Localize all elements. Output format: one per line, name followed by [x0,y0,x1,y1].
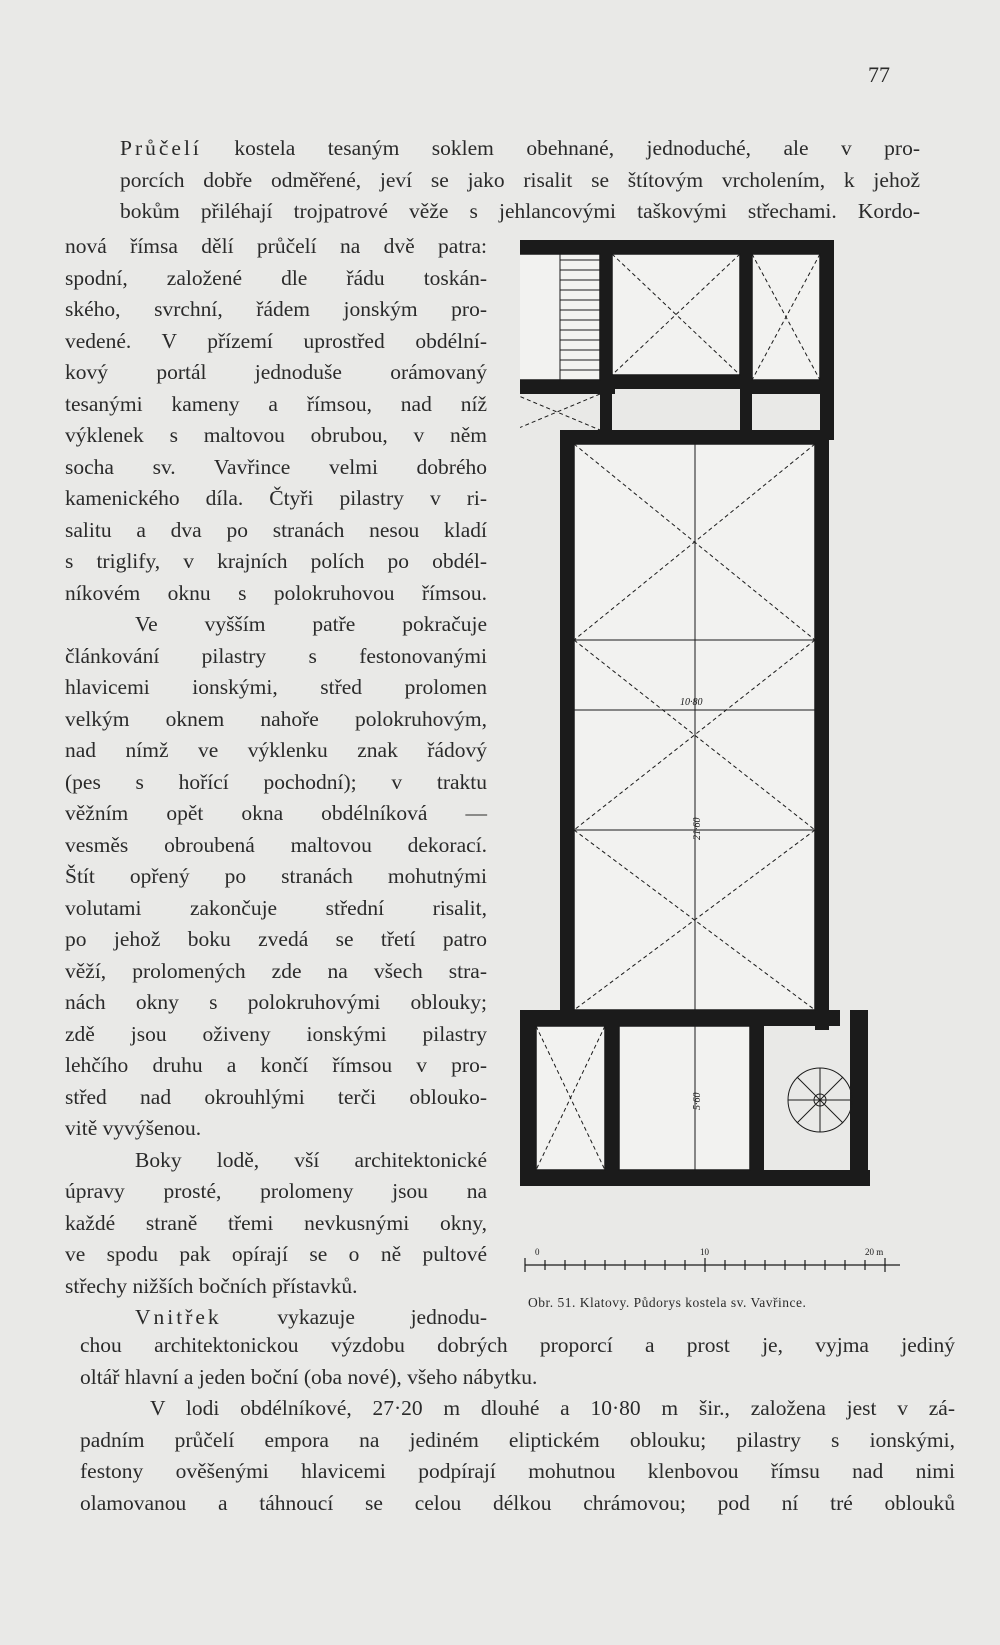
line-text: kostela tesaným soklem obehnané, jednoduché, ale v pro- [201,136,920,160]
scale-label-20: 20 m [865,1247,884,1257]
text-line [80,1393,955,1425]
text-line [65,861,487,893]
scale-label-10: 10 [700,1247,709,1257]
line-text: Boky lodě, vší architektonické [135,1147,487,1172]
line-text: úpravy prosté, prolomeny jsou na [65,1179,487,1203]
line-text: V lodi obdélníkové, 27·20 m dlouhé a 10·80 m šir., založena jest v zá- [150,1396,955,1420]
text-line [65,798,487,830]
text-line [65,263,487,295]
text-line [65,357,487,389]
line-text: oltář hlavní a jeden boční (oba nové), všeho nábytku. [80,1364,538,1389]
figure-caption: Obr. 51. Klatovy. Půdorys kostela sv. Vavřince. [528,1295,807,1310]
text-line [65,326,487,358]
text-line [65,609,487,641]
line-text: kový portál jednoduše orámovaný [65,360,487,384]
text-line [65,1176,487,1208]
line-text: vesměs obroubená maltovou dekorací. [65,832,487,857]
text-line [65,735,487,767]
text-line [65,515,487,547]
line-text: olamovanou a táhnoucí se celou délkou chrámovou; pod ní tré oblouků [80,1490,955,1515]
line-text: nách okny s polokruhovými oblouky; [65,990,487,1014]
text-line [65,578,487,610]
line-text: každé straně třemi nevkusnými okny, [65,1210,487,1235]
left-column-text [65,231,487,1334]
line-text: bokům přiléhají trojpatrové věže s jehlancovými taškovými střechami. Kordo- [120,199,920,223]
line-text: střed nad okrouhlými terči oblouko- [65,1084,487,1109]
text-line [65,1271,487,1303]
bottom-paragraph [80,1330,955,1519]
tower-inner-wall-right [740,240,752,440]
chancel-wall [520,1010,840,1026]
chancel-north-wall [605,1010,619,1185]
line-text: nad nímž ve výklenku znak řádový [65,738,487,762]
line-text: chou architektonickou výzdobu dobrých proporcí a prost je, vyjma jediný [80,1333,955,1357]
text-line [65,830,487,862]
top-paragraph [120,133,920,228]
text-line [65,1239,487,1271]
line-text: střechy nižších bočních přístavků. [65,1273,358,1298]
text-line [65,924,487,956]
line-text: po jehož boku zvedá se třetí patro [65,927,487,951]
text-line [120,165,920,197]
text-line [65,1145,487,1177]
text-line [120,196,920,228]
tower-cross-wall [520,380,615,394]
tower-cross-wall-right [752,380,834,394]
chancel-room [619,1026,750,1170]
text-line [65,704,487,736]
vestibule-wall [612,375,752,389]
chancel-label: 5·60 [692,1092,703,1110]
text-line [80,1488,955,1520]
text-line [80,1362,955,1394]
line-text: socha sv. Vavřince velmi dobrého [65,454,487,479]
sacristy-north-wall [520,1010,536,1185]
text-line [65,420,487,452]
text-line [65,1019,487,1051]
line-text: velkým oknem nahoře polokruhovým, [65,706,487,731]
scale-bar [525,1258,900,1272]
text-line [65,1050,487,1082]
line-text: zdě jsou oživeny ionskými pilastry [65,1021,487,1046]
text-line [65,1113,487,1145]
spaced-lead-word: Vnitřek [135,1305,222,1329]
text-line [65,1302,487,1334]
line-text: tesanými kameny a římsou, nad níž [65,391,487,416]
line-text: s triglify, v krajních polích po obdél- [65,549,487,573]
sacristy-south-wall [850,1010,868,1185]
line-text: věží, prolomených zde na všech stra- [65,958,487,983]
text-line [65,1082,487,1114]
line-text: vykazuje jednodu- [221,1305,487,1329]
line-text: vitě vyvýšenou. [65,1116,202,1140]
facade-wall-top [520,240,825,254]
line-text: výklenek s maltovou obrubou, v něm [65,423,487,447]
nave-south-wall [815,430,829,1030]
line-text: volutami zakončuje střední risalit, [65,895,487,920]
text-line [65,672,487,704]
text-line [65,641,487,673]
line-text: vedené. V přízemí uprostřed obdélní- [65,328,487,353]
church-floor-plan [520,240,920,1300]
line-text: lehčího druhu a končí římsou v pro- [65,1053,487,1077]
nave-west-wall [560,430,829,444]
line-text: festony ověšenými hlavicemi podpírají mohutnou klenbovou římsu nad nimi [80,1459,955,1483]
line-text: (pes s hořící pochodní); v traktu [65,769,487,794]
spaced-lead-word: Průčelí [120,136,202,160]
text-line [80,1330,955,1362]
text-line [65,987,487,1019]
page-number: 77 [868,62,890,87]
text-line [65,956,487,988]
line-text: věžním opět okna obdélníková — [65,801,487,825]
text-line [65,767,487,799]
line-text: salitu a dva po stranách nesou kladí [65,517,487,542]
line-text: porcích dobře odměřené, jeví se jako risalit se štítovým vrcholením, k jehož [120,167,920,192]
scale-label-0: 0 [535,1247,540,1257]
line-text: Ve vyšším patře pokračuje [135,612,487,636]
line-text: spodní, založené dle řádu toskán- [65,265,487,290]
text-line [65,294,487,326]
text-line [120,133,920,165]
line-text: nová římsa dělí průčelí na dvě patra: [65,234,487,258]
sacristy-bottom-wall [520,1170,870,1186]
line-text: hlavicemi ionskými, střed prolomen [65,675,487,699]
chancel-south-wall [750,1010,764,1185]
line-text: ského, svrchní, řádem jonským pro- [65,297,487,321]
line-text: Štít opřený po stranách mohutnými [65,864,487,888]
text-line [80,1425,955,1457]
text-line [65,546,487,578]
text-line [65,483,487,515]
south-tower-wall [820,240,834,440]
text-line [65,389,487,421]
text-line [65,231,487,263]
text-line [80,1456,955,1488]
text-line [65,893,487,925]
line-text: článkování pilastry s festonovanými [65,643,487,668]
line-text: kamenického díla. Čtyři pilastry v ri- [65,486,487,510]
line-text: padním průčelí empora na jediném eliptickém oblouku; pilastry s ionskými, [80,1427,955,1452]
line-text: níkovém oknu s polokruhovou římsou. [65,580,487,605]
nave-north-wall [560,430,574,1030]
line-text: ve spodu pak opírají se o ně pultové [65,1242,487,1266]
width-label: 10·80 [680,697,703,708]
text-line [65,452,487,484]
text-line [65,1208,487,1240]
length-label: 21·60 [692,817,703,840]
